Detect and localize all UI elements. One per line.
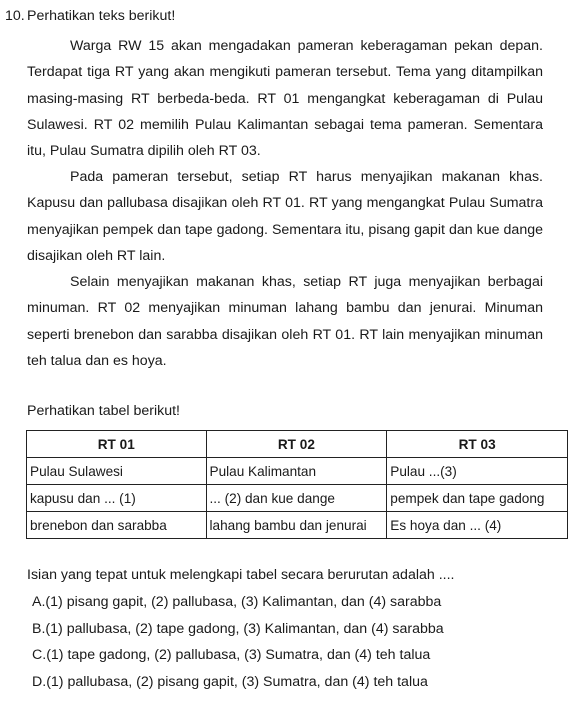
question-number: 10. [5, 8, 25, 24]
option-letter: B. [32, 620, 46, 637]
option-text: (1) pallubasa, (2) pisang gapit, (3) Sumatra, dan (4) teh talua [46, 673, 428, 690]
table-row [27, 512, 568, 539]
paragraph-2 [27, 164, 543, 269]
paragraph-1-text: Warga RW 15 akan mengadakan pameran keberagaman pekan depan. Terdapat tiga RT yang akan mengikuti pameran tersebut. Tema yang ditampilkan masing-masing RT berbeda-beda. RT 01 mengangkat keberagaman di Pulau Sulawesi. RT 02 memilih Pulau Kalimantan sebagai tema pameran. Sementara itu, Pulau Sumatra dipilih oleh RT 03. [27, 38, 543, 160]
table-intro: Perhatikan tabel berikut! [27, 403, 181, 419]
table-cell: Es hoya dan ... (4) [387, 512, 568, 539]
header-rt03: RT 03 [387, 431, 568, 458]
option-letter: C. [32, 647, 47, 663]
table-row [27, 485, 568, 512]
table-cell: brenebon dan sarabba [27, 512, 207, 539]
question-title: Perhatikan teks berikut! [27, 8, 176, 24]
option-c[interactable] [32, 644, 444, 671]
answer-options [32, 591, 444, 697]
question-prompt: Isian yang tepat untuk melengkapi tabel secara berurutan adalah .... [27, 567, 455, 583]
table-cell: ... (2) dan kue dange [206, 485, 387, 512]
table-cell: Pulau Sulawesi [27, 458, 207, 485]
option-letter: D. [32, 673, 47, 690]
option-d[interactable] [32, 671, 444, 698]
paragraph-1 [27, 33, 543, 164]
paragraph-3 [27, 269, 543, 374]
table-row [27, 458, 568, 485]
table-cell: lahang bambu dan jenurai [206, 512, 387, 539]
table-cell: kapusu dan ... (1) [27, 485, 207, 512]
option-letter: A. [32, 594, 46, 610]
table-cell: pempek dan tape gadong [387, 485, 568, 512]
paragraph-2-text: Pada pameran tersebut, setiap RT harus menyajikan makanan khas. Kapusu dan pallubasa disajikan oleh RT 01. RT yang mengangkat Pulau Sumatra menyajikan pempek dan tape gadong. Sementara itu, pisang gapit dan kue dange disajikan oleh RT lain. [27, 169, 543, 264]
option-text: (1) tape gadong, (2) pallubasa, (3) Sumatra, dan (4) teh talua [46, 647, 431, 663]
table-cell: Pulau Kalimantan [206, 458, 387, 485]
table-header-row [27, 431, 568, 458]
option-a[interactable] [32, 591, 444, 618]
option-text: (1) pisang gapit, (2) pallubasa, (3) Kalimantan, dan (4) sarabba [45, 594, 442, 610]
table-cell: Pulau ...(3) [387, 458, 568, 485]
option-b[interactable] [32, 618, 444, 645]
rt-table [26, 430, 568, 539]
option-text: (1) pallubasa, (2) tape gadong, (3) Kalimantan, dan (4) sarabba [45, 620, 444, 637]
header-rt01: RT 01 [27, 431, 207, 458]
paragraph-3-text: Selain menyajikan makanan khas, setiap RT juga menyajikan berbagai minuman. RT 02 menyajikan minuman lahang bambu dan jenurai. Minuman seperti brenebon dan sarabba disajikan oleh RT 01. RT lain menyajikan minuman teh talua dan es hoya. [27, 274, 543, 369]
header-rt02: RT 02 [206, 431, 387, 458]
